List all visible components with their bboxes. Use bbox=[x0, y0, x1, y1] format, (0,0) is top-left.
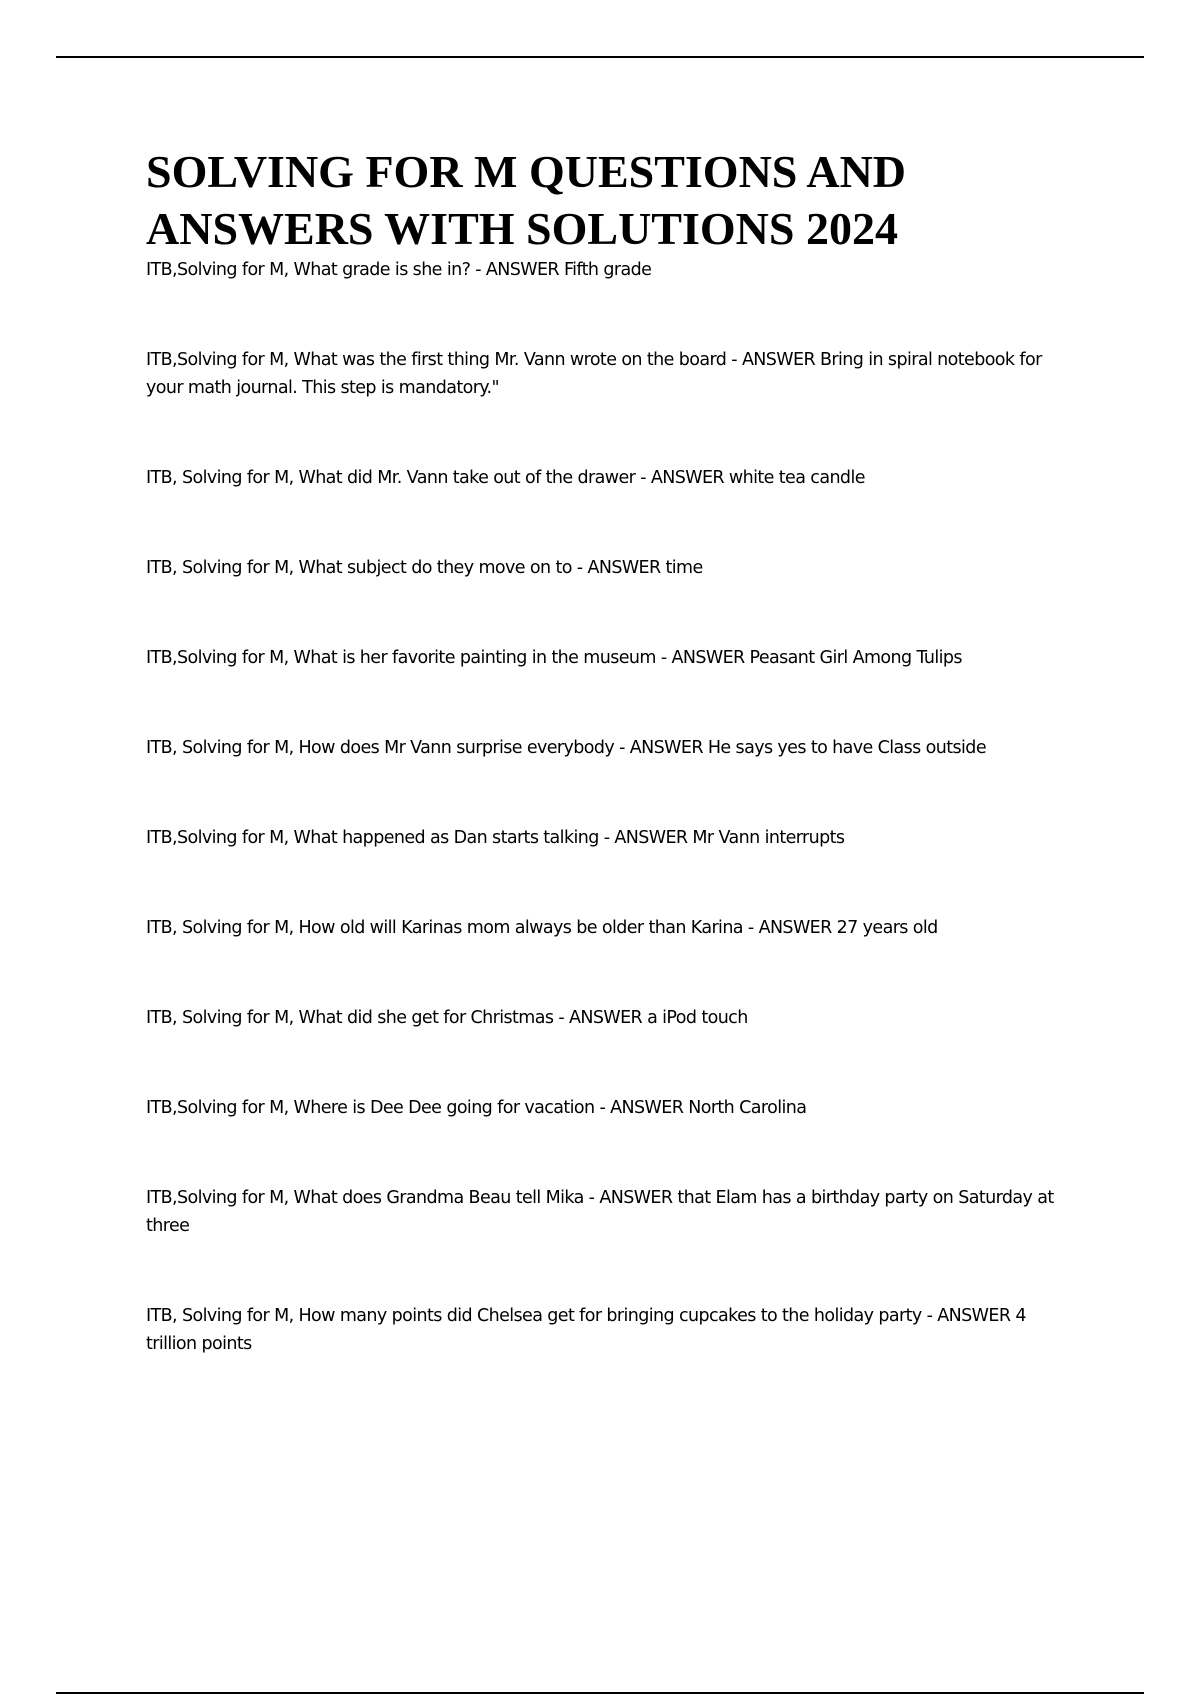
qa-item-grade: ITB,Solving for M, What grade is she in? - ANSWER Fifth grade bbox=[146, 260, 652, 280]
qa-item-favorite-painting: ITB,Solving for M, What is her favorite painting in the museum - ANSWER Peasant Girl Among Tulips bbox=[146, 648, 962, 668]
document-title: SOLVING FOR M QUESTIONS AND ANSWERS WITH SOLUTIONS 2024 bbox=[146, 146, 907, 254]
qa-item-first-thing-on-board: ITB,Solving for M, What was the first thing Mr. Vann wrote on the board - ANSWER Bring in spiral notebook for your math journal. This step is mandatory." bbox=[146, 350, 1042, 398]
qa-item-drawer: ITB, Solving for M, What did Mr. Vann take out of the drawer - ANSWER white tea candle bbox=[146, 468, 865, 488]
qa-item-vacation: ITB,Solving for M, Where is Dee Dee going for vacation - ANSWER North Carolina bbox=[146, 1098, 807, 1118]
qa-item-grandma-beau: ITB,Solving for M, What does Grandma Beau tell Mika - ANSWER that Elam has a birthday party on Saturday at three bbox=[146, 1188, 1054, 1236]
top-rule bbox=[56, 56, 1144, 58]
qa-item-dan-talking: ITB,Solving for M, What happened as Dan starts talking - ANSWER Mr Vann interrupts bbox=[146, 828, 845, 848]
qa-item-karina-age: ITB, Solving for M, How old will Karinas mom always be older than Karina - ANSWER 27 years old bbox=[146, 918, 938, 938]
qa-item-surprise: ITB, Solving for M, How does Mr Vann surprise everybody - ANSWER He says yes to have Class outside bbox=[146, 738, 986, 758]
qa-item-christmas: ITB, Solving for M, What did she get for Christmas - ANSWER a iPod touch bbox=[146, 1008, 748, 1028]
qa-item-subject: ITB, Solving for M, What subject do they move on to - ANSWER time bbox=[146, 558, 703, 578]
qa-item-chelsea-points: ITB, Solving for M, How many points did Chelsea get for bringing cupcakes to the holiday party - ANSWER 4 trillion points bbox=[146, 1306, 1026, 1354]
qa-list bbox=[146, 256, 1076, 1420]
bottom-rule bbox=[56, 1692, 1144, 1694]
